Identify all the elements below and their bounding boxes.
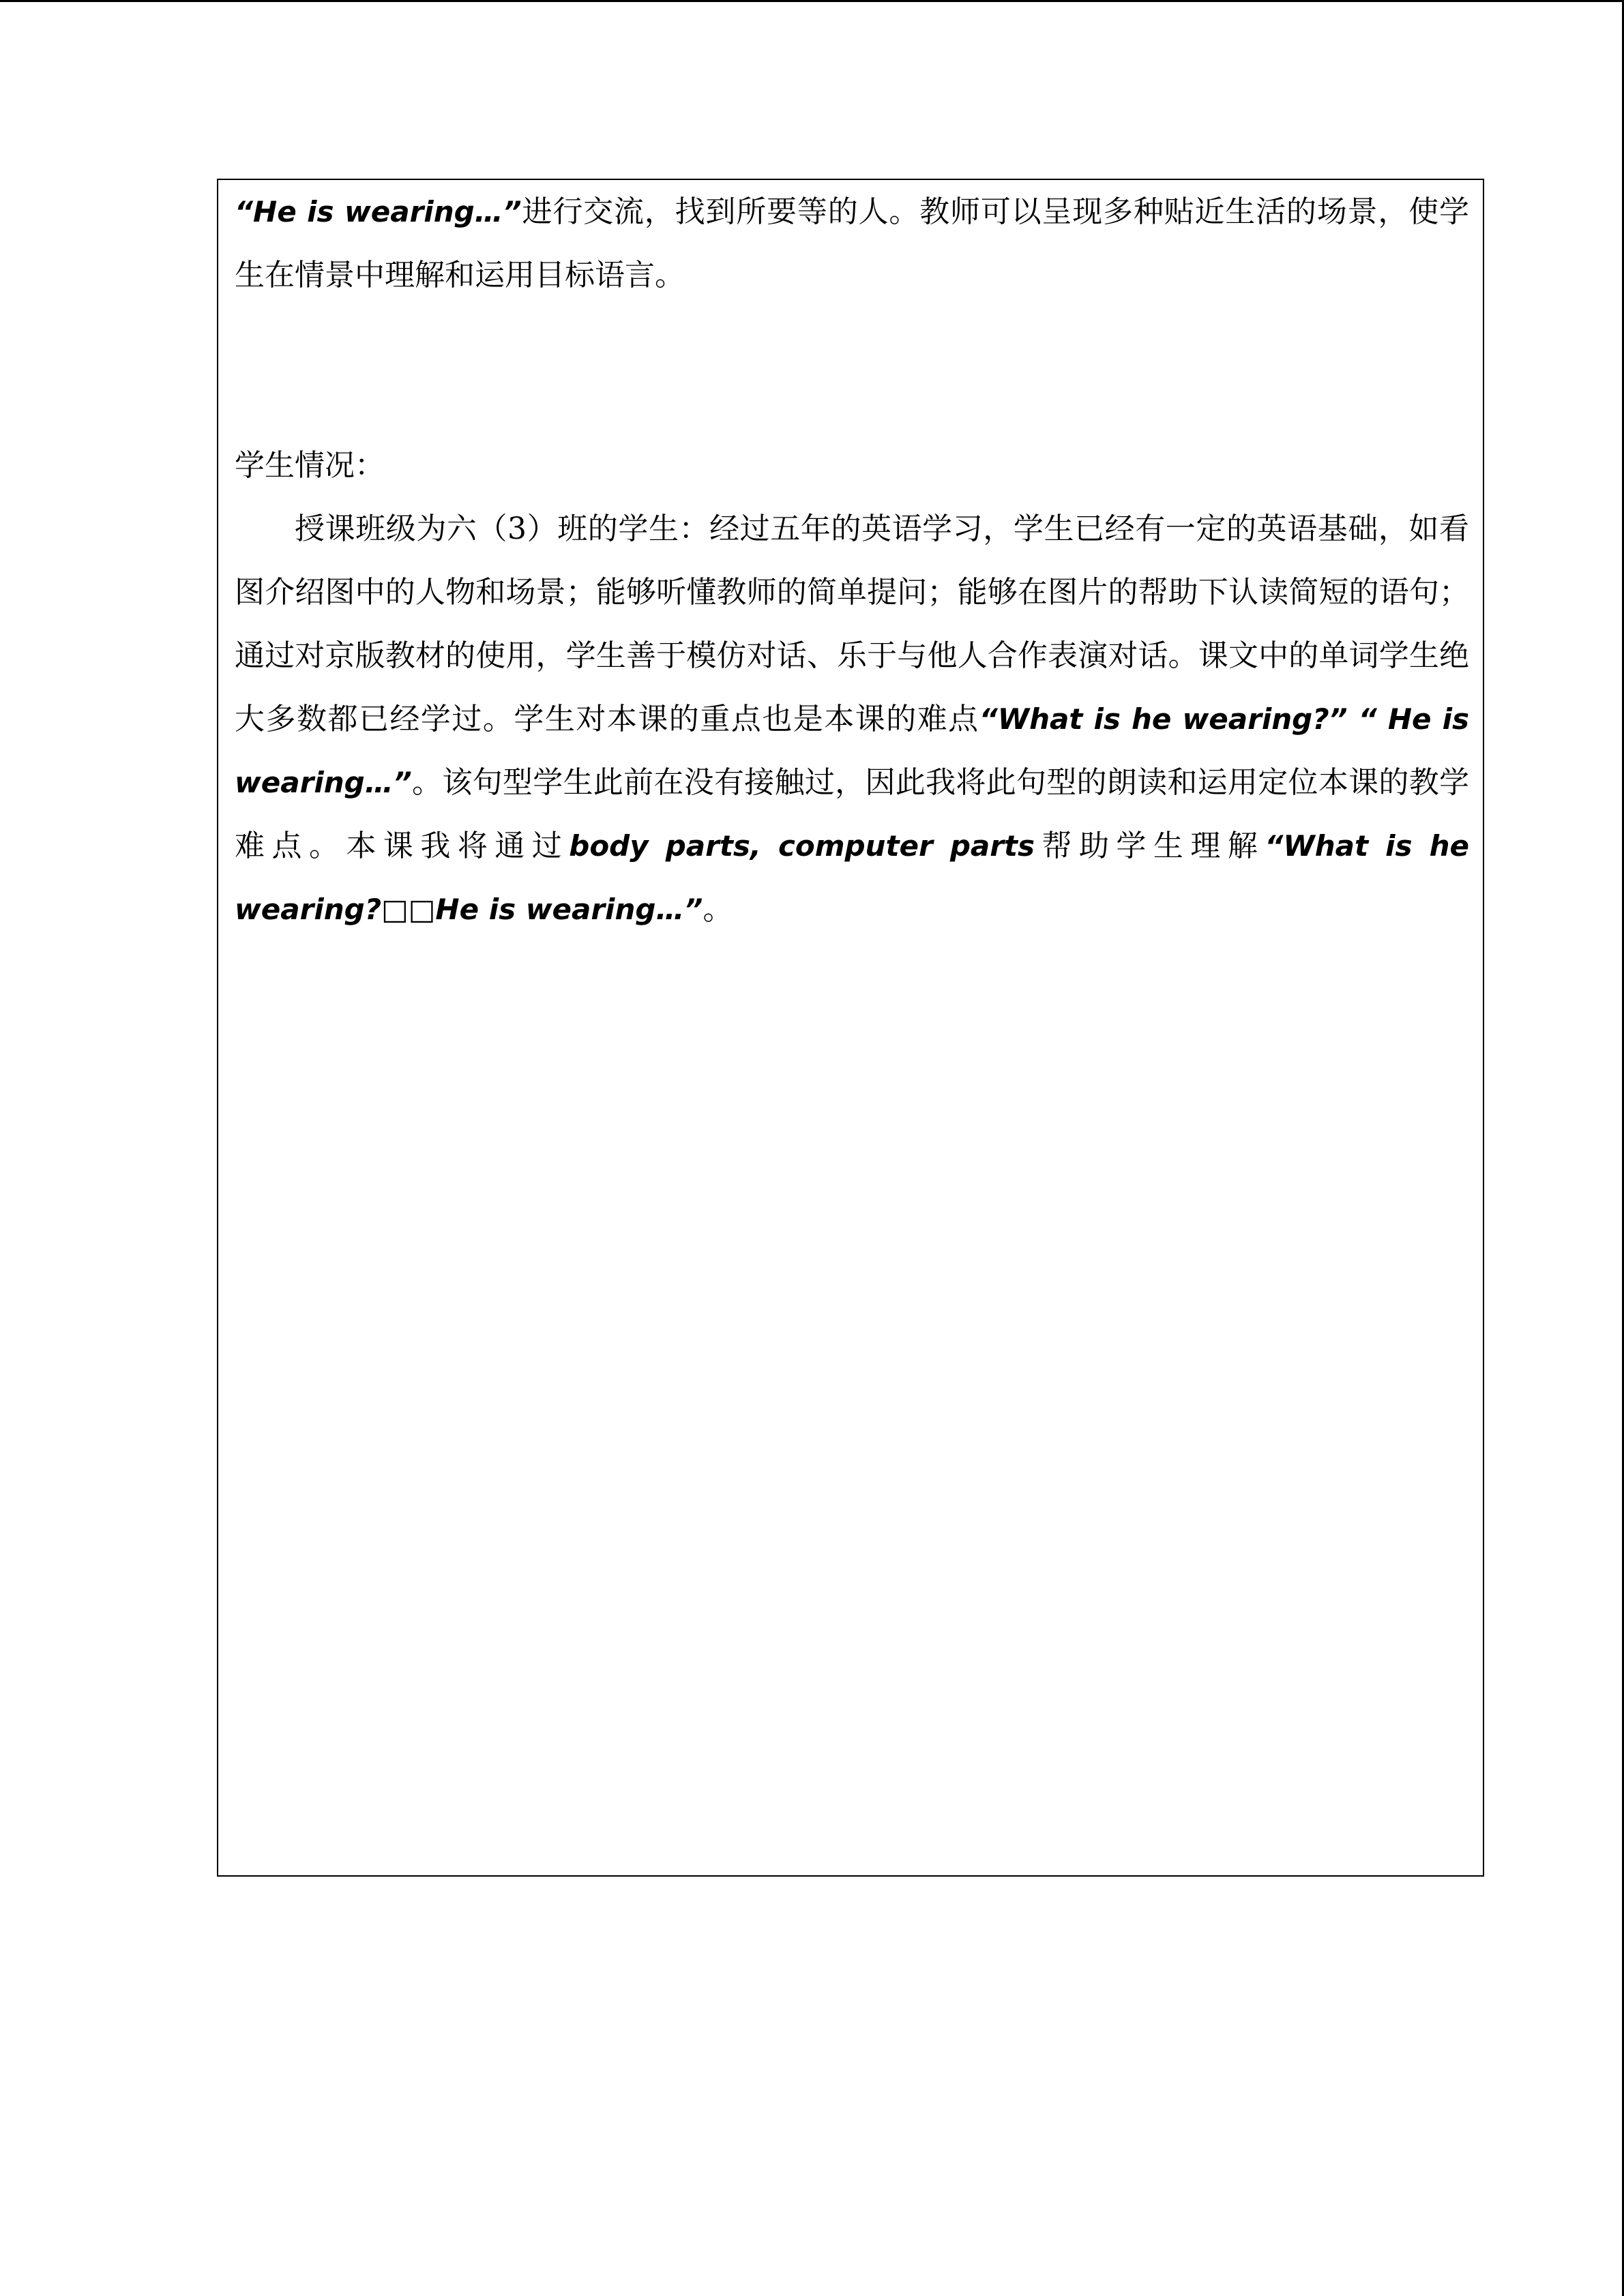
section-heading: 学生情况：: [235, 448, 385, 483]
page-top-edge: [0, 0, 1624, 2]
continuation-paragraph: [235, 180, 1469, 307]
paragraph-text: 。: [703, 892, 733, 927]
paragraph-gap: [235, 307, 1469, 434]
content-table-cell: [217, 179, 1484, 1877]
english-phrase: “What is he wearing?□□He is wearing…”: [235, 829, 1469, 926]
paragraph-text: 帮助学生理解: [1035, 829, 1265, 863]
cell-text: [235, 180, 1469, 941]
english-phrase: “He is wearing…”: [235, 195, 522, 228]
paragraph-text: 进行交流，找到所要等的人。教师可以呈现多种贴近生活的场景，使学生在情景中理解和运用目标语言。: [235, 194, 1470, 293]
student-paragraph: [235, 497, 1469, 941]
paragraph-text: 授课班级为六（3）班的学生：经过五年的英语学习，学生已经有一定的英语基础，如看图介绍图中的人物和场景；能够听懂教师的简单提问；能够在图片的帮助下认读简短的语句；通过对京版教材的使用，学生善于模仿对话、乐于与他人合作表演对话。课文中的单词学生绝大多数都已经学过。学生对本课的重点也是本课的难点: [235, 511, 1469, 736]
english-phrase: “What is he wearing?” “ He is wearing…”: [235, 702, 1470, 799]
english-phrase: body parts, computer parts: [569, 829, 1035, 863]
paragraph-text: 。该句型学生此前在没有接触过，因此我将此句型的朗读和运用定位本课的教学难点。本课我将通过: [235, 765, 1469, 863]
